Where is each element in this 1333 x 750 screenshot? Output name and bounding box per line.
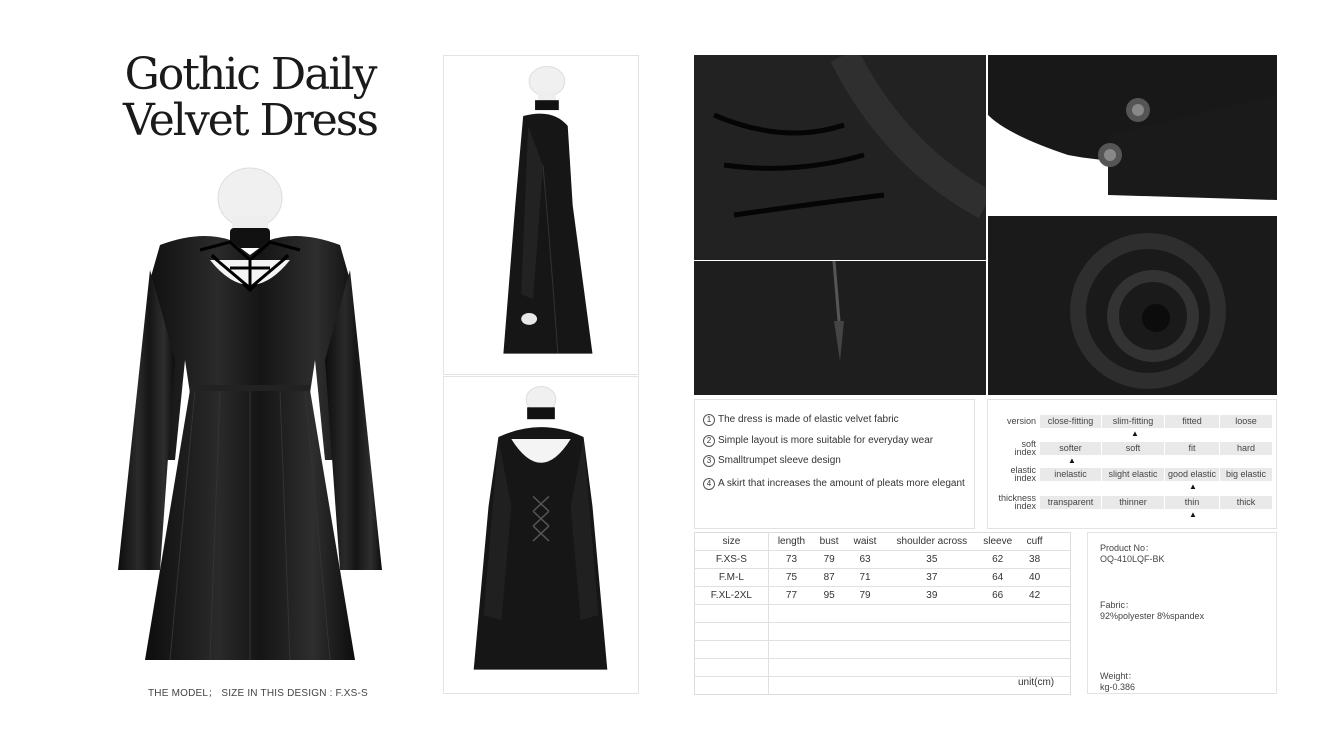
scale-option: soft (1102, 442, 1164, 455)
feature-list (694, 399, 975, 529)
feature-item (703, 435, 974, 456)
scale-row-version (988, 413, 1276, 440)
table-cell: 71 (844, 569, 886, 587)
title-line-1: Gothic Daily (124, 49, 376, 100)
size-chart-table (694, 532, 1071, 695)
scale-option: loose (1220, 415, 1272, 428)
table-header: waist (844, 533, 886, 551)
table-cell: 77 (768, 587, 814, 605)
scale-option: thick (1220, 496, 1272, 509)
feature-number: 1 (703, 414, 715, 426)
table-cell: 64 (978, 569, 1018, 587)
detail-zipper-image (694, 261, 986, 395)
table-header: bust (814, 533, 844, 551)
table-cell: 73 (768, 551, 814, 569)
scale-option: hard (1220, 442, 1272, 455)
scale-option: slight elastic (1102, 468, 1164, 481)
table-cell: F.XS-S (695, 551, 769, 569)
scale-marker: ▲ (1131, 429, 1139, 438)
table-cell: 79 (844, 587, 886, 605)
table-empty-row (695, 641, 1071, 659)
table-cell: 95 (814, 587, 844, 605)
table-cell: 38 (1018, 551, 1052, 569)
table-cell: 66 (978, 587, 1018, 605)
scale-row-soft-index (988, 440, 1276, 466)
table-cell: 63 (844, 551, 886, 569)
title-line-2: Velvet Dress (123, 95, 377, 146)
scale-label: elastic index (1010, 465, 1036, 483)
product-number-label: Product No： (1100, 543, 1155, 553)
table-header: sleeve (978, 533, 1018, 551)
table-row (695, 569, 1071, 587)
feature-item (703, 455, 974, 476)
scale-row-elastic-index (988, 466, 1276, 494)
table-cell: F.M-L (695, 569, 769, 587)
table-empty-row (695, 659, 1071, 677)
table-empty-row (695, 605, 1071, 623)
feature-number: 3 (703, 455, 715, 467)
table-header: length (768, 533, 814, 551)
feature-text: A skirt that increases the amount of pleats more elegant (718, 477, 965, 489)
table-cell: 40 (1018, 569, 1052, 587)
detail-velvet-fabric-image (988, 216, 1277, 395)
scale-option: slim-fitting (1102, 415, 1164, 428)
feature-text: The dress is made of elastic velvet fabric (718, 414, 899, 425)
table-spacer (1052, 569, 1071, 587)
table-row (695, 587, 1071, 605)
detail-lacing-image (694, 55, 986, 260)
table-cell: 62 (978, 551, 1018, 569)
side-view-image (443, 55, 639, 375)
table-cell: 79 (814, 551, 844, 569)
scale-option: big elastic (1220, 468, 1272, 481)
weight-block (1100, 671, 1137, 693)
fabric-value: 92%polyester 8%spandex (1100, 611, 1205, 621)
feature-item (703, 478, 974, 499)
table-empty-row (695, 677, 1071, 695)
unit-label: unit(cm) (1018, 677, 1055, 688)
table-header: shoulder across (886, 533, 978, 551)
scale-option: inelastic (1040, 468, 1101, 481)
scale-option: fit (1165, 442, 1219, 455)
feature-text: Simple layout is more suitable for everyday wear (718, 434, 934, 446)
feature-text: Smalltrumpet sleeve design (718, 455, 841, 466)
table-row (695, 551, 1071, 569)
table-spacer (1052, 587, 1071, 605)
scale-label: version (1006, 416, 1036, 426)
scale-option: softer (1040, 442, 1101, 455)
table-cell: F.XL-2XL (695, 587, 769, 605)
product-number-block (1100, 543, 1165, 565)
fabric-label: Fabric： (1100, 600, 1135, 610)
model-size-caption: THE MODEL； SIZE IN THIS DESIGN : F.XS-S (148, 688, 368, 699)
fit-scales (987, 399, 1277, 529)
table-cell: 35 (886, 551, 978, 569)
table-cell: 42 (1018, 587, 1052, 605)
table-header-row (695, 533, 1071, 551)
detail-collar-buttons-image (988, 55, 1277, 215)
scale-row-thickness-index (988, 494, 1276, 521)
front-view-image (100, 160, 400, 680)
weight-label: Weight： (1100, 671, 1137, 681)
table-cell: 87 (814, 569, 844, 587)
scale-marker: ▲ (1189, 482, 1197, 491)
feature-number: 4 (703, 478, 715, 490)
table-header: size (695, 533, 769, 551)
table-empty-row (695, 623, 1071, 641)
table-spacer (1052, 533, 1071, 551)
table-cell: 37 (886, 569, 978, 587)
product-title (105, 49, 395, 146)
scale-option: thin (1165, 496, 1219, 509)
product-number-value: OQ-410LQF-BK (1100, 554, 1165, 564)
scale-label: thickness index (998, 493, 1036, 511)
table-cell: 75 (768, 569, 814, 587)
table-cell: 39 (886, 587, 978, 605)
scale-option: good elastic (1165, 468, 1219, 481)
product-info (1087, 532, 1277, 694)
feature-item (703, 414, 974, 435)
scale-option: thinner (1102, 496, 1164, 509)
scale-label: soft index (1014, 439, 1036, 457)
table-spacer (1052, 551, 1071, 569)
weight-value: kg-0.386 (1100, 682, 1136, 692)
scale-option: transparent (1040, 496, 1101, 509)
scale-marker: ▲ (1189, 510, 1197, 519)
scale-option: close-fitting (1040, 415, 1101, 428)
feature-number: 2 (703, 435, 715, 447)
fabric-block (1100, 600, 1204, 622)
table-header: cuff (1018, 533, 1052, 551)
scale-marker: ▲ (1068, 456, 1076, 465)
back-view-image (443, 376, 639, 694)
scale-option: fitted (1165, 415, 1219, 428)
